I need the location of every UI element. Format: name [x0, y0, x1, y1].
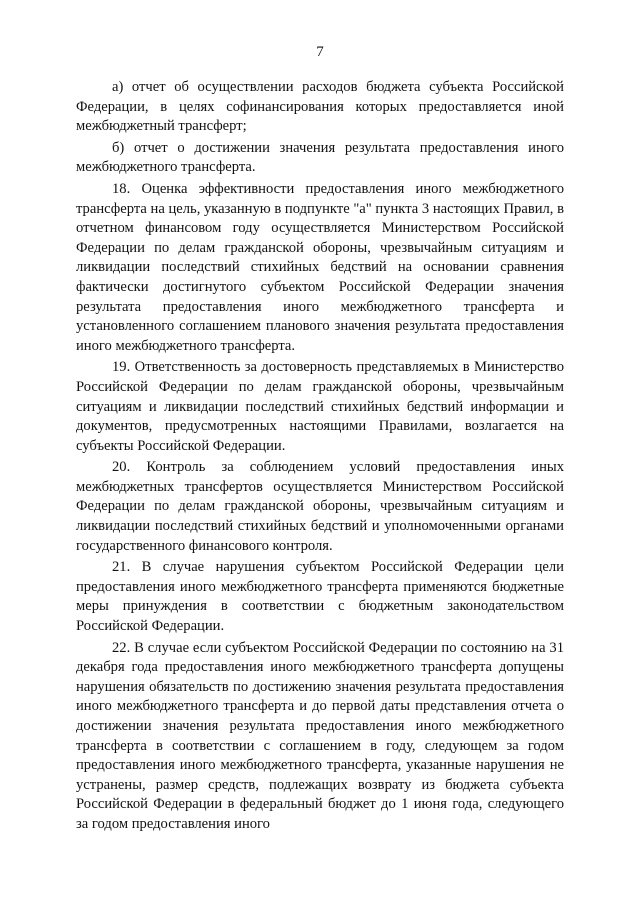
paragraph-19-responsibility: 19. Ответственность за достоверность представляемых в Министерство Российской Федерации по делам гражданской обороны, чрезвычайным ситуациям и ликвидации последствий стихийных бедствий информации и документов, предусмотренных настоящими Правилами, возлагается на субъекты Российской Федерации.	[76, 359, 564, 454]
paragraph-20-control: 20. Контроль за соблюдением условий предоставления иных межбюджетных трансфертов осуществляется Министерством Российской Федерации по делам гражданской обороны, чрезвычайным ситуациям и ликвидации последствий стихийных бедствий и уполномоченными органами государственного финансового контроля.	[76, 459, 564, 554]
paragraph-21-violation: 21. В случае нарушения субъектом Российской Федерации цели предоставления иного межбюджетного трансферта применяются бюджетные меры принуждения в соответствии с бюджетным законодательством Российской Федерации.	[76, 559, 564, 635]
document-body	[76, 78, 564, 837]
paragraph-report-expenses: а) отчет об осуществлении расходов бюджета субъекта Российской Федерации, в целях софинансирования которых предоставляется иной межбюджетный трансферт;	[76, 79, 564, 135]
paragraph-18-efficiency: 18. Оценка эффективности предоставления иного межбюджетного трансферта на цель, указанную в подпункте "а" пункта 3 настоящих Правил, в отчетном финансовом году осуществляется Министерством Российской Федерации по делам гражданской обороны, чрезвычайным ситуациям и ликвидации последствий стихийных бедствий на основании сравнения фактически достигнутого субъектом Российской Федерации значения результата предоставления иного межбюджетного трансферта и установленного соглашением планового значения результата предоставления иного межбюджетного трансферта.	[76, 180, 564, 354]
paragraph-report-result: б) отчет о достижении значения результата предоставления иного межбюджетного трансферта.	[76, 139, 564, 176]
paragraph-22-refund: 22. В случае если субъектом Российской Федерации по состоянию на 31 декабря года предоставления иного межбюджетного трансферта допущены нарушения обязательств по достижению значения результата предоставления иного межбюджетного трансферта и до первой даты представления отчета о достижении значения результата предоставления иного межбюджетного трансферта в соответствии с соглашением в году, следующем за годом предоставления иного межбюджетного трансферта, указанные нарушения не устранены, размер средств, подлежащих возврату из бюджета субъекта Российской Федерации в федеральный бюджет до 1 июня года, следующего за годом предоставления иного	[76, 639, 564, 832]
page-number: 7	[316, 44, 324, 60]
